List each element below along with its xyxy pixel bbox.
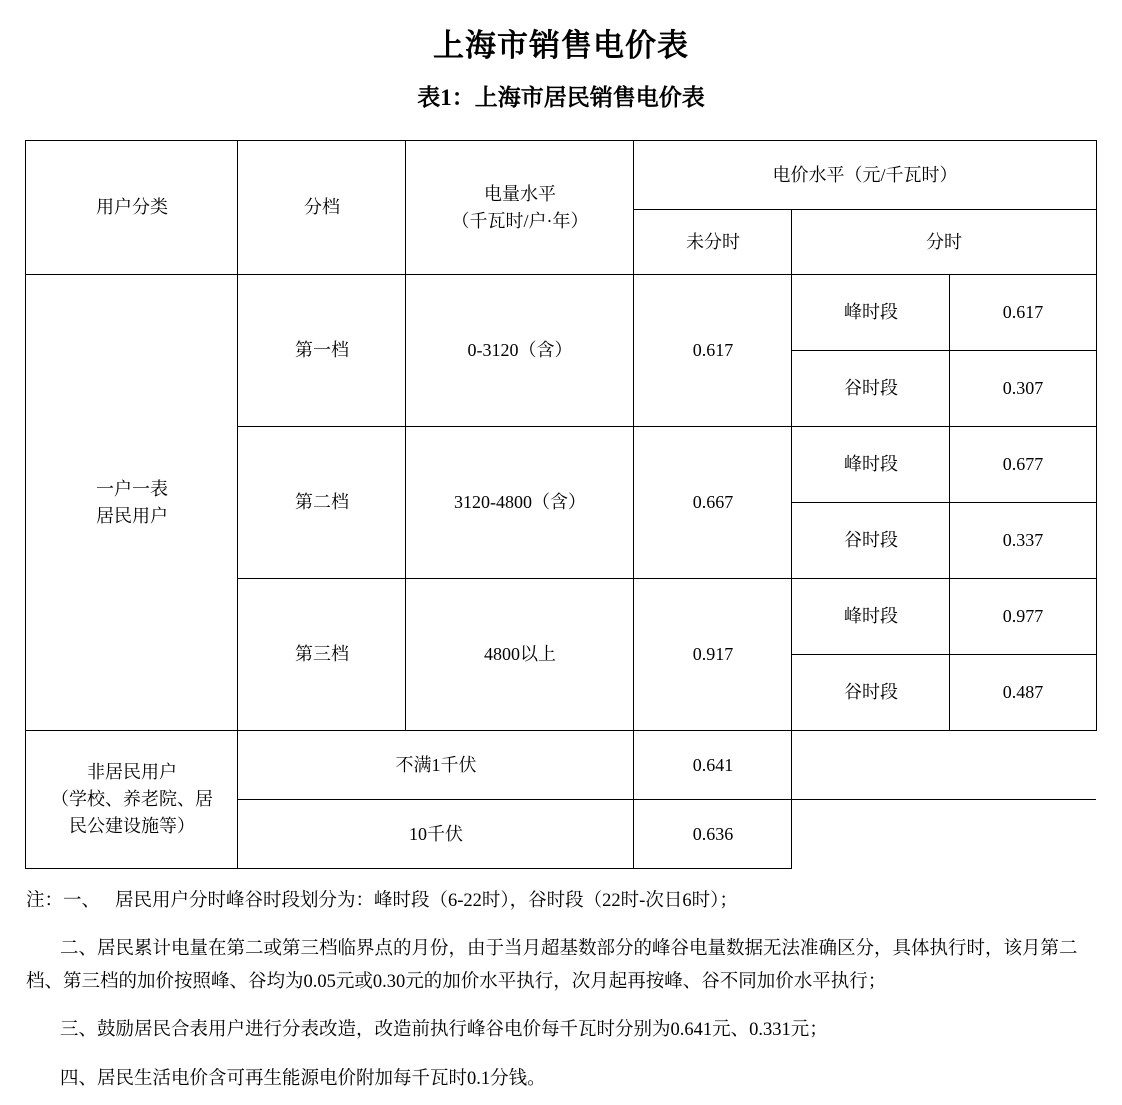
non-resident-label-line3: 民公建设施等） xyxy=(68,816,195,836)
header-non-tou: 未分时 xyxy=(634,210,792,275)
header-tou: 分时 xyxy=(792,210,1096,275)
tier-non-tou-price: 0.917 xyxy=(634,579,792,731)
resident-group-label xyxy=(26,275,238,731)
tou-price: 0.677 xyxy=(950,427,1096,503)
note-item xyxy=(26,1063,1096,1095)
note-text: 居民累计电量在第二或第三档临界点的月份，由于当月超基数部分的峰谷电量数据无法准确区分，具体执行时，该月第二档、第三档的加价按照峰、谷均为0.05元或0.30元的加价水平执行，次月起再按峰、谷不同加价水平执行； xyxy=(26,939,1078,992)
non-resident-voltage: 不满1千伏 xyxy=(238,731,634,800)
note-text: 鼓励居民合表用户进行分表改造，改造前执行峰谷电价每千瓦时分别为0.641元、0.331元； xyxy=(97,1020,828,1041)
tou-price: 0.307 xyxy=(950,351,1096,427)
note-label: 二、 xyxy=(60,939,98,960)
tier-name: 第三档 xyxy=(238,579,406,731)
non-resident-label-line2: （学校、养老院、居 xyxy=(50,789,213,809)
note-item xyxy=(26,933,1096,998)
table-caption: 表1：上海市居民销售电价表 xyxy=(417,85,705,110)
non-resident-voltage: 10千伏 xyxy=(238,800,634,869)
note-label: 三、 xyxy=(60,1020,98,1041)
resident-group-line2: 居民用户 xyxy=(95,505,168,526)
non-resident-label-line1: 非居民用户 xyxy=(86,762,177,782)
non-resident-empty xyxy=(792,731,1096,800)
notes-section xyxy=(26,885,1096,1095)
header-price-level: 电价水平（元/千瓦时） xyxy=(634,141,1096,210)
tier-usage: 0-3120（含） xyxy=(406,275,634,427)
non-resident-price: 0.636 xyxy=(634,800,792,869)
non-resident-empty xyxy=(792,800,1096,869)
table-row xyxy=(26,731,1096,800)
header-tier-label: 分档 xyxy=(303,197,340,217)
non-resident-label xyxy=(26,731,238,869)
tier-usage: 4800以上 xyxy=(406,579,634,731)
tou-period: 峰时段 xyxy=(792,275,950,351)
tier-non-tou-price: 0.667 xyxy=(634,427,792,579)
tou-period: 谷时段 xyxy=(792,503,950,579)
tier-name: 第二档 xyxy=(238,427,406,579)
tou-period: 谷时段 xyxy=(792,655,950,731)
note-label: 一、 xyxy=(63,891,101,911)
tier-usage: 3120-4800（含） xyxy=(406,427,634,579)
tou-price: 0.337 xyxy=(950,503,1096,579)
table-header-row-1 xyxy=(26,141,1096,210)
notes-prefix: 注： xyxy=(26,891,64,911)
note-item xyxy=(26,1014,1096,1046)
header-user-class: 用户分类 xyxy=(26,141,238,275)
note-label: 四、 xyxy=(60,1068,98,1089)
table-row xyxy=(26,275,1096,351)
electricity-price-table xyxy=(25,140,1096,869)
tou-period: 峰时段 xyxy=(792,579,950,655)
header-tier xyxy=(238,141,406,275)
tou-price: 0.487 xyxy=(950,655,1096,731)
tier-name: 第一档 xyxy=(238,275,406,427)
note-item xyxy=(26,885,1096,917)
resident-group-line1: 一户一表 xyxy=(95,478,168,499)
tou-period: 峰时段 xyxy=(792,427,950,503)
tou-price: 0.977 xyxy=(950,579,1096,655)
header-usage-level-line1: 电量水平 xyxy=(483,183,556,204)
tou-price: 0.617 xyxy=(950,275,1096,351)
note-text: 居民用户分时峰谷时段划分为：峰时段（6-22时），谷时段（22时-次日6时）； xyxy=(115,891,738,911)
non-resident-price: 0.641 xyxy=(634,731,792,800)
page-title: 上海市销售电价表 xyxy=(433,28,689,63)
header-usage-level xyxy=(406,141,634,275)
tou-period: 谷时段 xyxy=(792,351,950,427)
note-text: 居民生活电价含可再生能源电价附加每千瓦时0.1分钱。 xyxy=(97,1068,546,1089)
tier-non-tou-price: 0.617 xyxy=(634,275,792,427)
header-usage-level-line2: （千瓦时/户·年） xyxy=(451,210,589,231)
